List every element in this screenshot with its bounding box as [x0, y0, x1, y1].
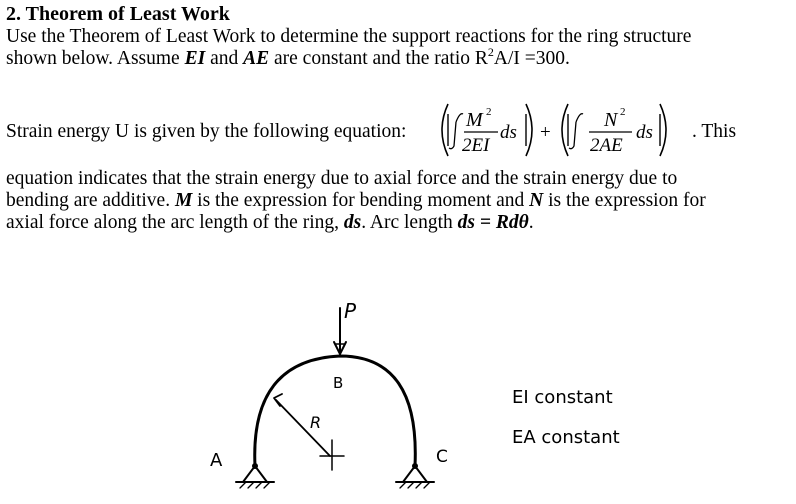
- left-pin-support: [236, 464, 274, 489]
- explanation-line-3: axial force along the arc length of the ring, ds. Arc length ds = Rdθ.: [6, 212, 534, 233]
- top-point-label-b: B: [333, 374, 344, 392]
- integral-sign-1: [449, 114, 463, 149]
- strain-energy-equation-row: [6, 98, 786, 162]
- note-ea-constant: EA constant: [512, 427, 620, 448]
- problem-heading: 2. Theorem of Least Work: [6, 3, 230, 25]
- explanation-line-2: bending are additive. M is the expression for bending moment and N is the expression for: [6, 190, 706, 211]
- term2-ds: ds: [636, 122, 653, 143]
- strain-energy-formula: [434, 98, 686, 162]
- support-label-a: A: [210, 450, 223, 471]
- equation-lead-text: Strain energy U is given by the following equation:: [6, 121, 407, 142]
- ring-arch: [255, 356, 416, 466]
- integral-sign-2: [569, 114, 583, 149]
- load-label-p: P: [344, 299, 357, 323]
- right-pin-support: [396, 464, 434, 489]
- equation-explanation: [6, 168, 786, 234]
- statement-line-2: shown below. Assume EI and AE are constant and the ratio $R^2A/I =300$.: [6, 45, 570, 69]
- left-paren-1: [442, 104, 448, 156]
- term1-denominator: 2EI: [462, 135, 490, 156]
- plus-sign: +: [540, 122, 551, 143]
- ring-structure-figure: [0, 290, 796, 504]
- radius-arrow: [276, 400, 330, 456]
- statement-line-1: Use the Theorem of Least Work to determine the support reactions for the ring structure: [6, 26, 692, 47]
- term1-sq: 2: [486, 106, 492, 118]
- term1-ds: ds: [500, 122, 517, 143]
- note-ei-constant: EI constant: [512, 387, 613, 408]
- radius-label-r: R: [310, 413, 322, 432]
- right-paren-2: [660, 104, 666, 156]
- term2-numerator: N: [604, 109, 618, 131]
- explanation-line-1: equation indicates that the strain energy due to axial force and the strain energy due to: [6, 168, 678, 189]
- support-label-c: C: [436, 447, 448, 467]
- equation-trailing-text: . This: [692, 121, 737, 142]
- right-paren-1: [526, 104, 532, 156]
- problem-statement: [6, 26, 786, 70]
- left-paren-2: [562, 104, 568, 156]
- term2-denominator: 2AE: [590, 135, 623, 156]
- term1-numerator: M: [466, 109, 483, 131]
- term2-sq: 2: [620, 106, 626, 118]
